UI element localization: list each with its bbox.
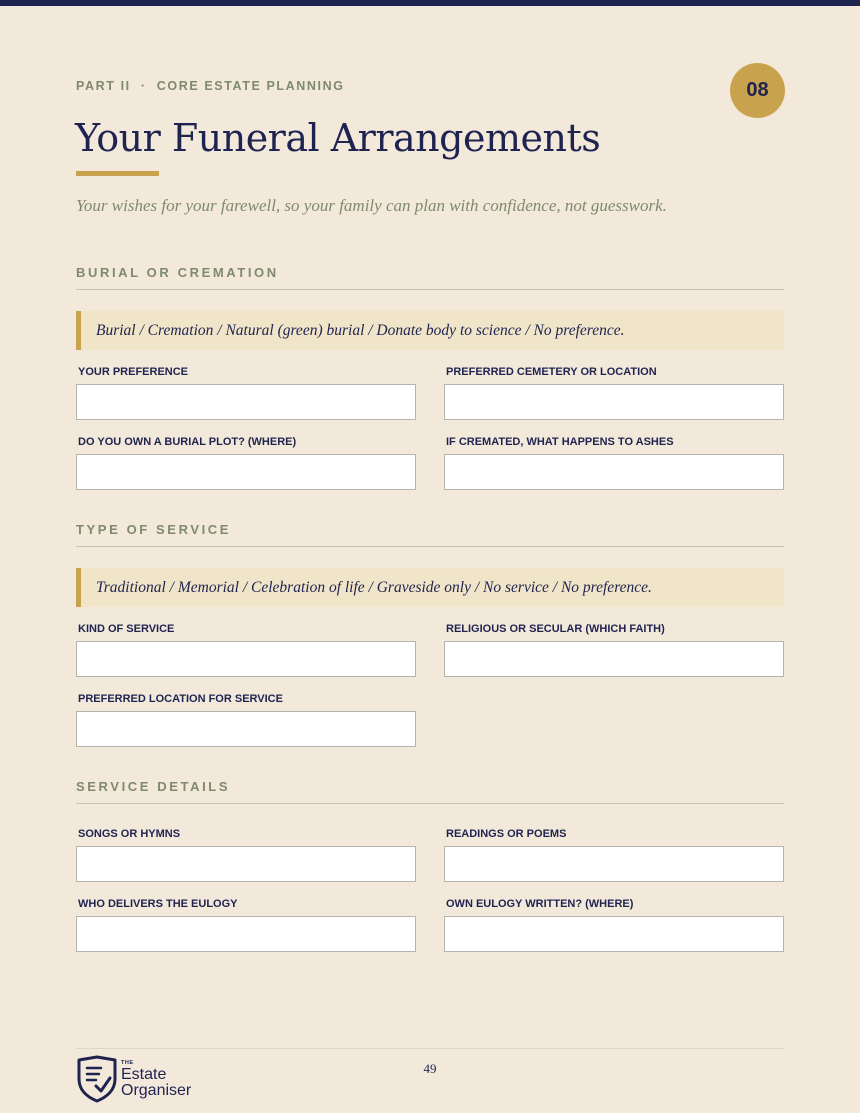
field-label-religious: RELIGIOUS OR SECULAR (WHICH FAITH): [446, 623, 665, 635]
religious-secular-field[interactable]: [444, 641, 784, 677]
field-label-burial-plot: DO YOU OWN A BURIAL PLOT? (WHERE): [78, 436, 297, 448]
title-underline: [76, 171, 159, 176]
field-label-songs: SONGS OR HYMNS: [78, 828, 181, 840]
field-label-cemetery: PREFERRED CEMETERY OR LOCATION: [446, 366, 657, 378]
options-note-burial: Burial / Cremation / Natural (green) burial / Donate body to science / No preference.: [76, 311, 784, 350]
section-kicker: PART II · CORE ESTATE PLANNING: [76, 79, 345, 93]
field-label-eulogy-speaker: WHO DELIVERS THE EULOGY: [78, 898, 238, 910]
section-heading-burial: BURIAL OR CREMATION: [76, 265, 279, 280]
brand-logo: [76, 1055, 191, 1103]
own-eulogy-field[interactable]: [444, 916, 784, 952]
section-divider: [76, 546, 784, 547]
field-label-service-location: PREFERRED LOCATION FOR SERVICE: [78, 693, 283, 705]
field-label-preference: YOUR PREFERENCE: [78, 366, 189, 378]
section-divider: [76, 803, 784, 804]
readings-poems-field[interactable]: [444, 846, 784, 882]
songs-hymns-field[interactable]: [76, 846, 416, 882]
burial-plot-field[interactable]: [76, 454, 416, 490]
field-label-ashes: IF CREMATED, WHAT HAPPENS TO ASHES: [446, 436, 674, 448]
preference-field[interactable]: [76, 384, 416, 420]
page-title: Your Funeral Arrangements: [75, 116, 601, 160]
cemetery-location-field[interactable]: [444, 384, 784, 420]
page-number: 49: [423, 1061, 437, 1076]
service-location-field[interactable]: [76, 711, 416, 747]
page-subtitle: Your wishes for your farewell, so your family can plan with confidence, not guesswork.: [76, 196, 667, 215]
logo-word-estate: Estate: [121, 1065, 167, 1083]
field-label-kind-of-service: KIND OF SERVICE: [78, 623, 175, 635]
logo-the: THE: [121, 1060, 134, 1066]
footer-divider: [76, 1048, 784, 1049]
field-label-own-eulogy: OWN EULOGY WRITTEN? (WHERE): [446, 898, 634, 910]
section-divider: [76, 289, 784, 290]
ashes-field[interactable]: [444, 454, 784, 490]
logo-word-organiser: Organiser: [121, 1081, 192, 1099]
section-heading-service: TYPE OF SERVICE: [76, 522, 232, 537]
kind-of-service-field[interactable]: [76, 641, 416, 677]
eulogy-speaker-field[interactable]: [76, 916, 416, 952]
options-note-service: Traditional / Memorial / Celebration of life / Graveside only / No service / No preference.: [76, 568, 784, 607]
shield-logo-icon: [76, 1055, 118, 1103]
section-heading-details: SERVICE DETAILS: [76, 779, 231, 794]
top-accent-bar: [0, 0, 860, 6]
field-label-readings: READINGS OR POEMS: [446, 828, 567, 840]
chapter-badge: 08: [730, 63, 785, 118]
